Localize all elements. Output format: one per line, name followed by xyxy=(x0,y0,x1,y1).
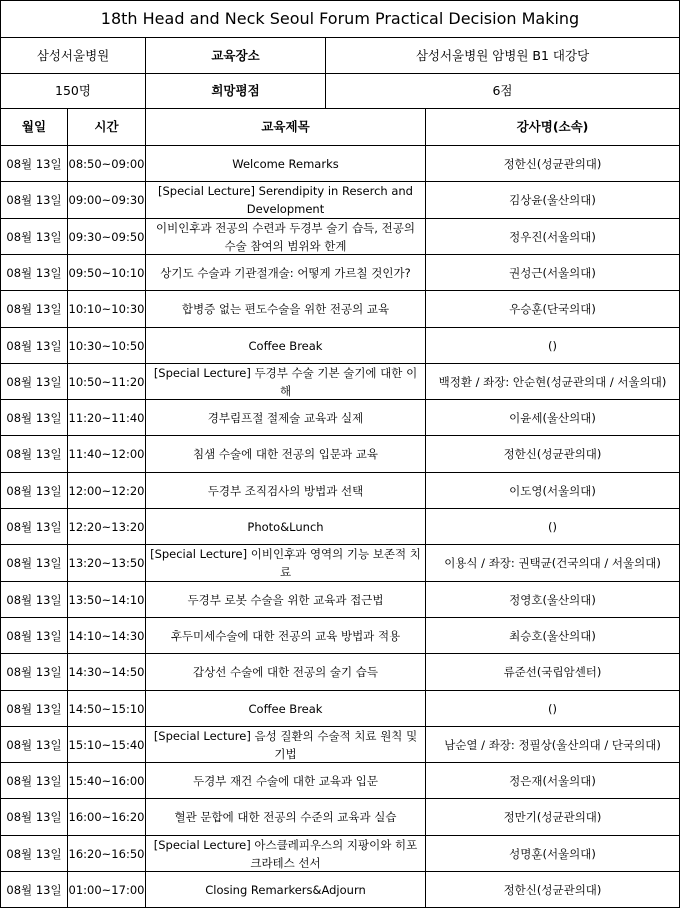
col-header-time: 시간 xyxy=(67,109,145,145)
table-row xyxy=(0,290,680,327)
row-time: 10:10~10:30 xyxy=(67,291,145,327)
row-time: 14:50~15:10 xyxy=(67,691,145,726)
row-date: 08월 13일 xyxy=(6,193,62,207)
row-time: 08:50~09:00 xyxy=(67,146,145,181)
row-date: 08월 13일 xyxy=(6,556,62,570)
table-row xyxy=(0,399,680,435)
row-time: 12:00~12:20 xyxy=(67,473,145,508)
row-date: 08월 13일 xyxy=(6,483,62,498)
table-row xyxy=(0,508,680,544)
row-time: 11:40~12:00 xyxy=(67,436,145,472)
row-time: 16:20~16:50 xyxy=(67,836,145,871)
table-row xyxy=(0,617,680,653)
row-speaker: () xyxy=(425,328,679,363)
row-topic: [Special Lecture] 이비인후과 영역의 기능 보존적 치료 xyxy=(145,545,425,581)
row-topic: Coffee Break xyxy=(145,691,425,726)
row-date: 08월 13일 xyxy=(6,265,62,280)
venue-value: 삼성서울병원 암병원 B1 대강당 xyxy=(325,38,679,73)
row-speaker: 남순열 / 좌장: 정필상(울산의대 / 단국의대) xyxy=(425,727,679,762)
row-topic: [Special Lecture] 아스클레피우스의 지팡이와 히포크라테스 선서 xyxy=(145,836,425,871)
table-row xyxy=(0,835,680,871)
row-topic: 침샘 수술에 대한 전공의 입문과 교육 xyxy=(145,436,425,472)
title-row xyxy=(0,0,680,37)
table-row xyxy=(0,544,680,581)
table-row xyxy=(0,363,680,399)
row-speaker: 백정환 / 좌장: 안순현(성균관의대 / 서울의대) xyxy=(425,364,679,399)
row-topic: [Special Lecture] Serendipity in Reserch and Development xyxy=(145,182,425,218)
rating-value: 6점 xyxy=(325,74,679,108)
row-speaker: 정만기(성균관의대) xyxy=(425,799,679,835)
table-header xyxy=(0,108,680,145)
row-speaker: 정한신(성균관의대) xyxy=(425,146,679,181)
row-time: 10:30~10:50 xyxy=(67,328,145,363)
table-row xyxy=(0,690,680,726)
row-speaker: 정한신(성균관의대) xyxy=(425,872,679,907)
venue-label: 교육장소 xyxy=(145,38,325,73)
row-speaker: 이용식 / 좌장: 권택균(건국의대 / 서울의대) xyxy=(425,545,679,581)
row-topic: 두경부 로봇 수술을 위한 교육과 접근법 xyxy=(145,582,425,617)
row-topic: Coffee Break xyxy=(145,328,425,363)
row-time: 10:50~11:20 xyxy=(67,364,145,399)
row-topic: 두경부 재건 수술에 대한 교육과 입문 xyxy=(145,763,425,798)
table-row xyxy=(0,653,680,690)
table-row xyxy=(0,435,680,472)
table-row xyxy=(0,254,680,290)
row-date: 08월 13일 xyxy=(6,810,62,824)
row-date: 08월 13일 xyxy=(6,302,62,316)
row-speaker: 성명훈(서울의대) xyxy=(425,836,679,871)
table-row xyxy=(0,871,680,908)
table-row xyxy=(0,762,680,798)
row-date: 08월 13일 xyxy=(6,519,62,534)
row-time: 09:50~10:10 xyxy=(67,255,145,290)
row-speaker: 류준선(국립암센터) xyxy=(425,654,679,690)
col-header-date: 월일 xyxy=(21,119,47,134)
row-topic: 두경부 조직검사의 방법과 선택 xyxy=(145,473,425,508)
row-time: 09:00~09:30 xyxy=(67,182,145,218)
table-row xyxy=(0,145,680,181)
row-time: 09:30~09:50 xyxy=(67,219,145,254)
info-row-venue xyxy=(0,37,680,73)
row-time: 15:40~16:00 xyxy=(67,763,145,798)
row-speaker: 정영호(울산의대) xyxy=(425,582,679,617)
row-speaker: 우승훈(단국의대) xyxy=(425,291,679,327)
col-header-speaker: 강사명(소속) xyxy=(425,109,679,145)
row-speaker: 권성근(서울의대) xyxy=(425,255,679,290)
page-title: 18th Head and Neck Seoul Forum Practical Decision Making xyxy=(100,9,580,28)
row-speaker: 정우진(서울의대) xyxy=(425,219,679,254)
row-speaker: 김상윤(울산의대) xyxy=(425,182,679,218)
row-topic: Photo&Lunch xyxy=(145,509,425,544)
row-time: 12:20~13:20 xyxy=(67,509,145,544)
row-speaker: 이도영(서울의대) xyxy=(425,473,679,508)
table-row xyxy=(0,327,680,363)
row-date: 08월 13일 xyxy=(6,628,62,643)
row-time: 14:30~14:50 xyxy=(67,654,145,690)
capacity-cell: 150명 xyxy=(55,83,91,98)
info-row-rating xyxy=(0,73,680,108)
row-speaker: 이윤세(울산의대) xyxy=(425,400,679,435)
row-time: 01:00~17:00 xyxy=(67,872,145,907)
row-time: 15:10~15:40 xyxy=(67,727,145,762)
row-speaker: 정은재(서울의대) xyxy=(425,763,679,798)
row-topic: 경부림프절 절제술 교육과 실제 xyxy=(145,400,425,435)
row-date: 08월 13일 xyxy=(6,447,62,461)
row-topic: [Special Lecture] 두경부 수술 기본 술기에 대한 이해 xyxy=(145,364,425,399)
row-topic: Welcome Remarks xyxy=(145,146,425,181)
row-topic: 후두미세수술에 대한 전공의 교육 방법과 적용 xyxy=(145,618,425,653)
row-date: 08월 13일 xyxy=(6,773,62,788)
row-date: 08월 13일 xyxy=(6,374,62,389)
row-date: 08월 13일 xyxy=(6,882,62,897)
row-date: 08월 13일 xyxy=(6,592,62,607)
row-topic: [Special Lecture] 음성 질환의 수술적 치료 원칙 및 기법 xyxy=(145,727,425,762)
row-date: 08월 13일 xyxy=(6,410,62,425)
row-topic: 혈관 문합에 대한 전공의 수준의 교육과 실습 xyxy=(145,799,425,835)
table-row xyxy=(0,472,680,508)
row-date: 08월 13일 xyxy=(6,665,62,679)
row-topic: 합병증 없는 편도수술을 위한 전공의 교육 xyxy=(145,291,425,327)
row-topic: Closing Remarkers&Adjourn xyxy=(145,872,425,907)
table-row xyxy=(0,218,680,254)
row-time: 11:20~11:40 xyxy=(67,400,145,435)
row-date: 08월 13일 xyxy=(6,338,62,353)
row-speaker: () xyxy=(425,509,679,544)
row-time: 16:00~16:20 xyxy=(67,799,145,835)
table-row xyxy=(0,581,680,617)
row-speaker: 최승호(울산의대) xyxy=(425,618,679,653)
organizer-cell: 삼성서울병원 xyxy=(36,47,110,63)
row-date: 08월 13일 xyxy=(6,846,62,861)
row-time: 13:20~13:50 xyxy=(67,545,145,581)
table-row xyxy=(0,726,680,762)
rating-label: 희망평점 xyxy=(145,74,325,108)
row-time: 13:50~14:10 xyxy=(67,582,145,617)
row-topic: 이비인후과 전공의 수련과 두경부 술기 습득, 전공의 수술 참여의 범위와 한계 xyxy=(145,219,425,254)
row-date: 08월 13일 xyxy=(6,737,62,752)
row-date: 08월 13일 xyxy=(6,229,62,244)
col-header-topic: 교육제목 xyxy=(145,109,425,145)
row-speaker: 정한신(성균관의대) xyxy=(425,436,679,472)
table-row xyxy=(0,181,680,218)
row-topic: 상기도 수술과 기관절개술: 어떻게 가르칠 것인가? xyxy=(145,255,425,290)
row-topic: 갑상선 수술에 대한 전공의 술기 습득 xyxy=(145,654,425,690)
row-date: 08월 13일 xyxy=(6,701,62,716)
row-speaker: () xyxy=(425,691,679,726)
row-time: 14:10~14:30 xyxy=(67,618,145,653)
row-date: 08월 13일 xyxy=(6,156,62,171)
table-row xyxy=(0,798,680,835)
